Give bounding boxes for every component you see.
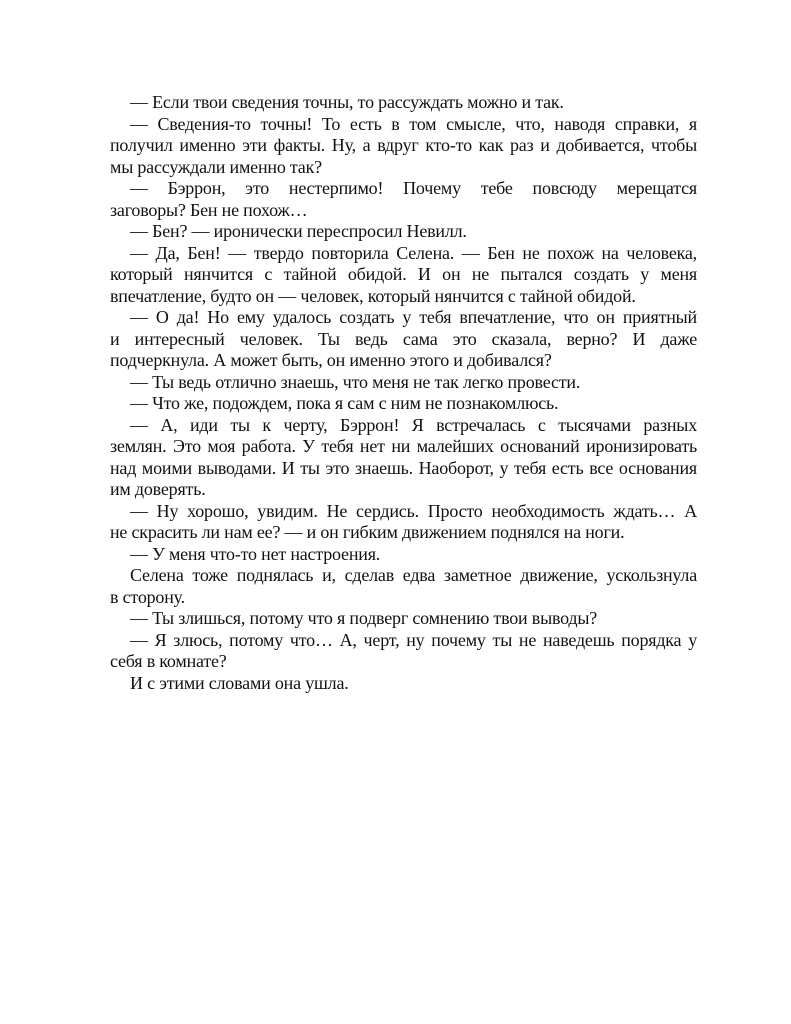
text-line: — Что же, подождем, пока я сам с ним не познакомлюсь.	[130, 393, 559, 413]
text-line: — Бэррон, это нестерпимо! Почему тебе повсюду мерещатся	[130, 178, 697, 198]
text-line: Селена тоже поднялась и, сделав едва заметное движение, ускользнула	[130, 565, 697, 585]
text-line: И с этими словами она ушла.	[130, 672, 349, 693]
text-line: — О да! Но ему удалось создать у тебя впечатление, что он приятный	[130, 307, 697, 327]
text-line: подчеркнула. А может быть, он именно этого и добивался?	[110, 350, 552, 370]
paragraph	[110, 673, 697, 695]
text-line: — У меня что-то нет настроения.	[130, 543, 381, 564]
text-line: — Ты злишься, потому что я подверг сомнению твои выводы?	[130, 608, 598, 628]
paragraph	[110, 393, 697, 415]
text-line: впечатление, будто он — человек, который нянчится с тайной обидой.	[110, 285, 636, 306]
text-line: и интересный человек. Ты ведь сама это сказала, верно? И даже	[110, 328, 697, 349]
paragraph	[110, 608, 697, 630]
text-line: им доверять.	[110, 479, 206, 499]
paragraph	[110, 243, 697, 308]
text-line: — Я злюсь, потому что… А, черт, ну почему ты не наведешь порядка у	[130, 629, 697, 650]
text-line: не скрасить ли нам ее? — и он гибким движением поднялся на ноги.	[110, 522, 625, 542]
text-line: — Если твои сведения точны, то рассуждать можно и так.	[130, 92, 564, 112]
text-line: в сторону.	[110, 586, 185, 607]
text-line: землян. Это моя работа. У тебя нет ни малейших оснований иронизировать	[110, 436, 697, 456]
paragraph	[110, 114, 697, 179]
document-page	[110, 92, 697, 694]
paragraph	[110, 221, 697, 243]
text-line: который нянчится с тайной обидой. И он не пытался создать у меня	[110, 264, 697, 284]
paragraph	[110, 372, 697, 394]
paragraph	[110, 501, 697, 544]
text-line: — Сведения-то точны! То есть в том смысле, что, наводя справки, я	[130, 113, 697, 134]
text-line: мы рассуждали именно так?	[110, 156, 322, 177]
text-line: — Ты ведь отлично знаешь, что меня не так легко провести.	[130, 371, 581, 392]
paragraph	[110, 565, 697, 608]
text-line: над моими выводами. И ты это знаешь. Наоборот, у тебя есть все основания	[110, 457, 697, 478]
paragraph	[110, 630, 697, 673]
text-line: — А, иди ты к черту, Бэррон! Я встречалась с тысячами разных	[130, 414, 697, 435]
paragraph	[110, 415, 697, 501]
text-line: — Бен? — иронически переспросил Невилл.	[130, 221, 467, 241]
paragraph	[110, 307, 697, 372]
text-line: себя в комнате?	[110, 651, 227, 671]
text-line: заговоры? Бен не похож…	[110, 199, 308, 220]
text-line: — Да, Бен! — твердо повторила Селена. — Бен не похож на человека,	[130, 242, 697, 263]
paragraph	[110, 92, 697, 114]
paragraph	[110, 178, 697, 221]
text-line: получил именно эти факты. Ну, а вдруг кто-то как раз и добивается, чтобы	[110, 135, 697, 155]
text-line: — Ну хорошо, увидим. Не сердись. Просто необходимость ждать… А	[130, 500, 697, 521]
paragraph	[110, 544, 697, 566]
